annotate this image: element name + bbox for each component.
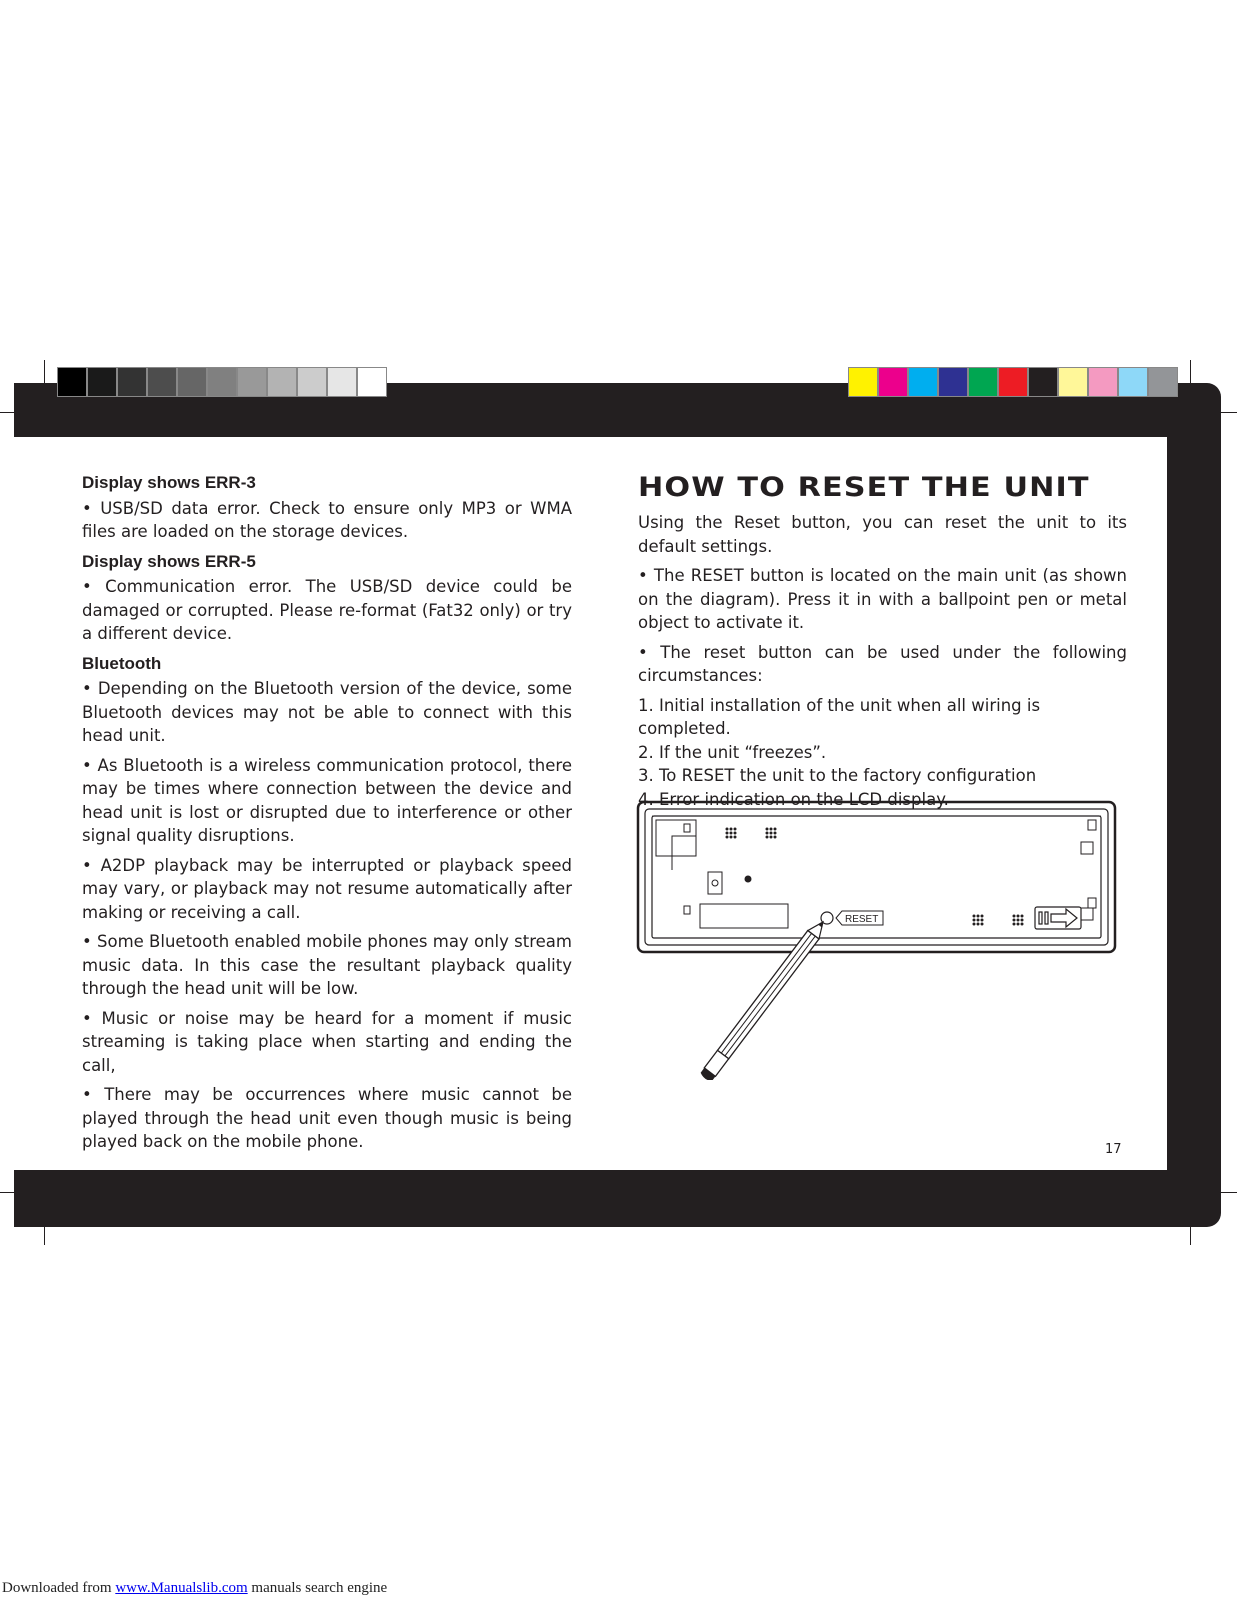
download-footer xyxy=(2,1580,387,1597)
color-swatch xyxy=(878,367,908,397)
bluetooth-item: • There may be occurrences where music cannot be played through the head unit even though music is being played back on the mobile phone. xyxy=(82,1085,572,1151)
color-swatch xyxy=(938,367,968,397)
color-swatch xyxy=(908,367,938,397)
color-swatch xyxy=(207,367,237,397)
list-item: 4. Error indication on the LCD display. xyxy=(638,789,949,809)
reset-location-text: • The RESET button is located on the main unit (as shown on the diagram). Press it in with a ballpoint pen or metal object to activate it. xyxy=(638,566,1127,632)
color-swatch xyxy=(297,367,327,397)
color-swatch xyxy=(87,367,117,397)
footer-band xyxy=(14,1170,1221,1227)
troubleshooting-column xyxy=(82,471,572,1160)
footer-prefix: Downloaded from xyxy=(2,1580,116,1596)
color-swatch xyxy=(848,367,878,397)
crop-mark xyxy=(44,360,45,400)
color-swatch xyxy=(1028,367,1058,397)
err3-heading: Display shows ERR-3 xyxy=(82,473,256,492)
list-item: 1. Initial installation of the unit when all wiring is completed. xyxy=(638,695,1041,738)
crop-mark xyxy=(1205,1192,1237,1193)
color-swatch xyxy=(1088,367,1118,397)
crop-mark xyxy=(1205,412,1237,413)
process-color-bar xyxy=(848,367,1178,397)
color-swatch xyxy=(357,367,387,397)
reset-usage-text: • The reset button can be used under the following circumstances: xyxy=(638,642,1127,685)
crop-mark xyxy=(0,412,32,413)
color-swatch xyxy=(267,367,297,397)
color-swatch xyxy=(177,367,207,397)
right-band xyxy=(1167,437,1221,1170)
color-swatch xyxy=(237,367,267,397)
color-swatch xyxy=(147,367,177,397)
err5-text: • Communication error. The USB/SD device could be damaged or corrupted. Please re-format (Fat32 only) or try a different device. xyxy=(82,577,572,643)
reset-circumstances-list xyxy=(638,694,1127,812)
bluetooth-item: • As Bluetooth is a wireless communication protocol, there may be times where connection between the device and head unit is lost or disrupted due to interference or other signal quality disruptions. xyxy=(82,755,572,845)
reset-label-tag xyxy=(836,911,883,925)
color-swatch xyxy=(57,367,87,397)
color-swatch xyxy=(968,367,998,397)
color-swatch xyxy=(327,367,357,397)
reset-label: RESET xyxy=(845,914,879,925)
page-number: 17 xyxy=(1105,1142,1122,1157)
crop-mark xyxy=(0,1192,32,1193)
err3-text: • USB/SD data error. Check to ensure only MP3 or WMA files are loaded on the storage devices. xyxy=(82,498,572,541)
pencil-icon xyxy=(699,918,828,1080)
manualslib-link[interactable]: www.Manualslib.com xyxy=(115,1580,248,1596)
reset-column xyxy=(638,471,1127,811)
color-swatch xyxy=(998,367,1028,397)
err5-heading: Display shows ERR-5 xyxy=(82,551,256,571)
color-swatch xyxy=(1058,367,1088,397)
footer-suffix: manuals search engine xyxy=(247,1580,388,1596)
release-arrow-icon xyxy=(1035,907,1081,929)
crop-mark xyxy=(44,1205,45,1245)
bluetooth-item: • A2DP playback may be interrupted or playback speed may vary, or playback may not resume automatically after making or receiving a call. xyxy=(82,855,572,922)
color-swatch xyxy=(1118,367,1148,397)
list-item: 3. To RESET the unit to the factory configuration xyxy=(638,766,1037,785)
bluetooth-item: • Depending on the Bluetooth version of the device, some Bluetooth devices may not be able to connect with this head unit. xyxy=(82,679,572,745)
crop-mark xyxy=(1190,1205,1191,1245)
color-swatch xyxy=(1148,367,1178,397)
bluetooth-heading: Bluetooth xyxy=(82,653,162,673)
reset-intro: Using the Reset button, you can reset the unit to its default settings. xyxy=(638,513,1127,556)
color-swatch xyxy=(117,367,147,397)
crop-mark xyxy=(1190,360,1191,400)
grayscale-color-bar xyxy=(57,367,387,397)
list-item: 2. If the unit “freezes”. xyxy=(638,742,827,762)
bluetooth-item: • Some Bluetooth enabled mobile phones may only stream music data. In this case the resultant playback quality through the head unit will be low. xyxy=(82,932,572,998)
head-unit-reset-diagram xyxy=(636,800,1121,1080)
reset-title: HOW TO RESET THE UNIT xyxy=(638,472,1090,503)
bluetooth-item: • Music or noise may be heard for a moment if music streaming is taking place when starting and ending the call, xyxy=(82,1008,572,1075)
